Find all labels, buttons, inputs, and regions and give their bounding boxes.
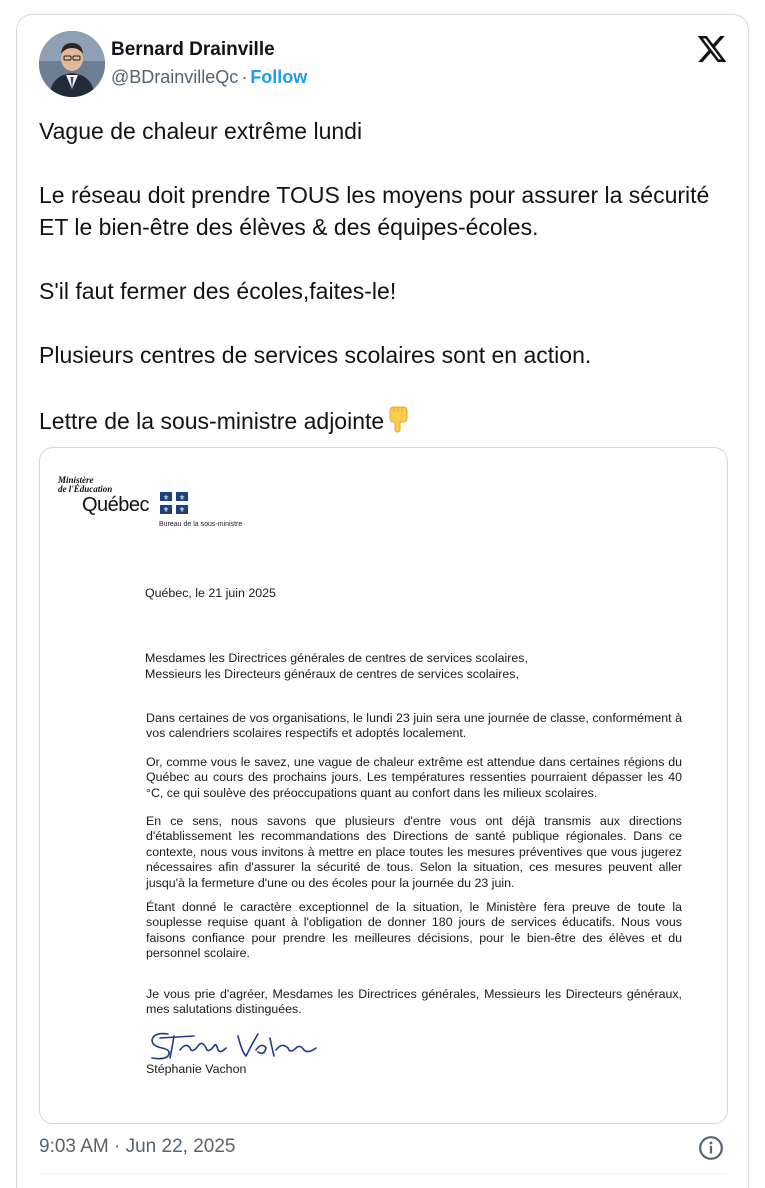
letter-date: Québec, le 21 juin 2025 — [145, 586, 276, 600]
letter-closing: Je vous prie d'agréer, Mesdames les Directrices générales, Messieurs les Directeurs généraux, mes salutations distinguées. — [146, 987, 682, 1017]
letter-salutation-2: Messieurs les Directeurs généraux de centres de services scolaires, — [145, 667, 519, 681]
quebec-flag-icon — [160, 492, 188, 514]
tweet-paragraph-last — [39, 403, 729, 437]
author-handle[interactable]: @BDrainvilleQc — [111, 67, 239, 87]
attached-letter-image[interactable] — [39, 447, 728, 1124]
separator-dot: · — [241, 67, 248, 87]
signatory-name: Stéphanie Vachon — [146, 1062, 247, 1076]
ministry-line-1: Ministère — [58, 475, 94, 485]
follow-button[interactable]: Follow — [250, 67, 308, 87]
svg-text:⚜: ⚜ — [178, 506, 186, 514]
tweet-paragraph: Le réseau doit prendre TOUS les moyens pour assurer la sécurité ET le bien-être des élèves & des équipes-écoles. — [39, 182, 710, 240]
quebec-wordmark: Québec — [82, 494, 150, 516]
letter-paragraph: Étant donné le caractère exceptionnel de la situation, le Ministère fera preuve de toute la souplesse requise quant à l'obligation de donner 180 jours de services éducatifs. Nous vous faisons confiance pour prendre les meilleures décisions, pour le bien-être des élèves et du personnel scolaire. — [146, 900, 682, 961]
letter-salutation-1: Mesdames les Directrices générales de centres de services scolaires, — [145, 651, 528, 665]
bureau-label: Bureau de la sous-ministre — [159, 521, 243, 528]
avatar-photo — [39, 31, 105, 97]
tweet-paragraph: S'il faut fermer des écoles,faites-le! — [39, 278, 397, 304]
tweet-text — [39, 115, 729, 437]
tweet-paragraph: Vague de chaleur extrême lundi — [39, 118, 363, 144]
svg-text:⚜: ⚜ — [162, 506, 170, 514]
letter-paragraph: Dans certaines de vos organisations, le lundi 23 juin sera une journée de classe, conformément à vos calendriers scolaires respectifs et adoptés localement. — [146, 711, 682, 741]
letter-paragraph: Or, comme vous le savez, une vague de chaleur extrême est attendue dans certaines régions du Québec au cours des prochains jours. Les températures ressenties pourraient dépasser les 40 °C, ce qui soulève des préoccupations quant au confort dans les milieux scolaires. — [146, 755, 682, 800]
pointing-down-hand-icon — [384, 403, 412, 433]
info-icon[interactable] — [698, 1135, 724, 1161]
letter-document — [40, 448, 727, 1123]
tweet-paragraph: Lettre de la sous-ministre adjointe — [39, 408, 385, 434]
tweet-card — [16, 14, 749, 1188]
svg-text:⚜: ⚜ — [178, 494, 186, 502]
tweet-header — [17, 15, 748, 105]
letter-paragraph: En ce sens, nous savons que plusieurs d'entre vous ont déjà transmis aux directions d'établissement les recommandations des Directions de santé publique régionales. Dans ce contexte, nous vous invitons à mettre en place toutes les mesures préventives que vous jugerez nécessaires afin d'assurer la sécurité de tous. Selon la situation, ces mesures peuvent aller jusqu'à la fermeture d'une ou des écoles pour la journée du 23 juin. — [146, 814, 682, 890]
author-handle-line — [111, 67, 307, 88]
handwritten-signature — [146, 1024, 326, 1064]
ministry-line-2: de l'Éducation — [58, 484, 113, 494]
x-logo-icon[interactable] — [696, 33, 728, 65]
svg-text:⚜: ⚜ — [162, 494, 170, 502]
avatar[interactable] — [39, 31, 105, 97]
author-name[interactable]: Bernard Drainville — [111, 39, 275, 60]
divider — [39, 1173, 726, 1174]
tweet-timestamp[interactable]: 9:03 AM · Jun 22, 2025 — [39, 1136, 236, 1157]
ministry-logo — [58, 475, 243, 528]
tweet-paragraph: Plusieurs centres de services scolaires sont en action. — [39, 342, 592, 368]
